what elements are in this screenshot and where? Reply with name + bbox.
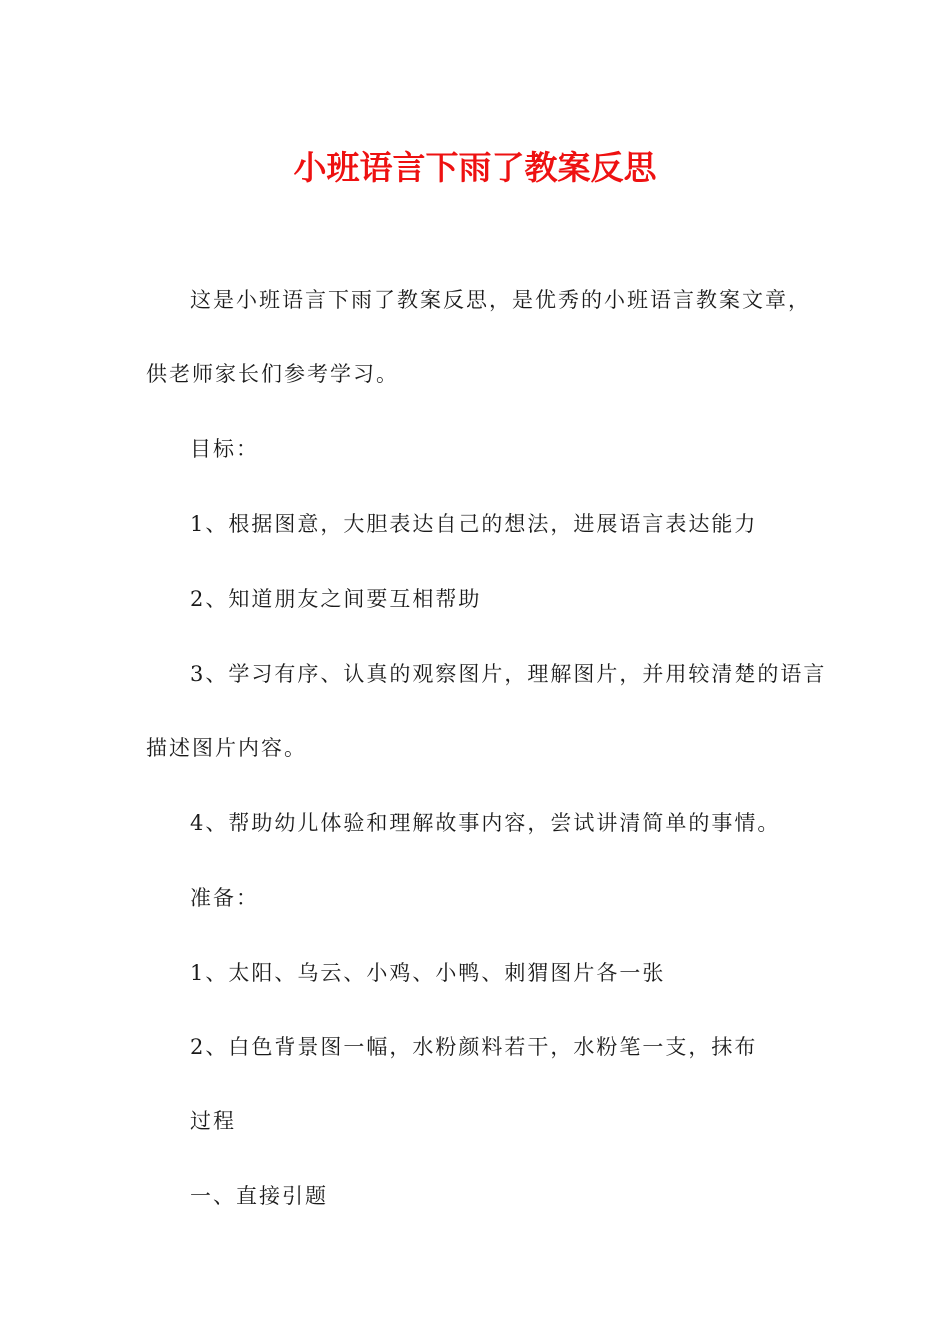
goal-item-4: 4、帮助幼儿体验和理解故事内容，尝试讲清简单的事情。 xyxy=(190,811,781,835)
section-heading-preparation: 准备： xyxy=(190,886,259,910)
goal-item-1: 1、根据图意，大胆表达自己的想法，进展语言表达能力 xyxy=(190,512,758,536)
section-heading-process: 过程 xyxy=(190,1109,236,1133)
paragraph-intro-line-1: 这是小班语言下雨了教案反思，是优秀的小班语言教案文章， xyxy=(190,288,811,312)
goal-item-3-line-2: 描述图片内容。 xyxy=(146,736,307,760)
preparation-item-1: 1、太阳、乌云、小鸡、小鸭、刺猬图片各一张 xyxy=(190,961,666,985)
section-heading-goals: 目标： xyxy=(190,437,259,461)
document-title: 小班语言下雨了教案反思 xyxy=(293,148,657,187)
process-step-1: 一、直接引题 xyxy=(190,1184,328,1208)
goal-item-2: 2、知道朋友之间要互相帮助 xyxy=(190,587,482,611)
preparation-item-2: 2、白色背景图一幅，水粉颜料若干，水粉笔一支，抹布 xyxy=(190,1035,758,1059)
paragraph-intro-line-2: 供老师家长们参考学习。 xyxy=(146,362,399,386)
goal-item-3-line-1: 3、学习有序、认真的观察图片，理解图片，并用较清楚的语言 xyxy=(190,662,827,686)
